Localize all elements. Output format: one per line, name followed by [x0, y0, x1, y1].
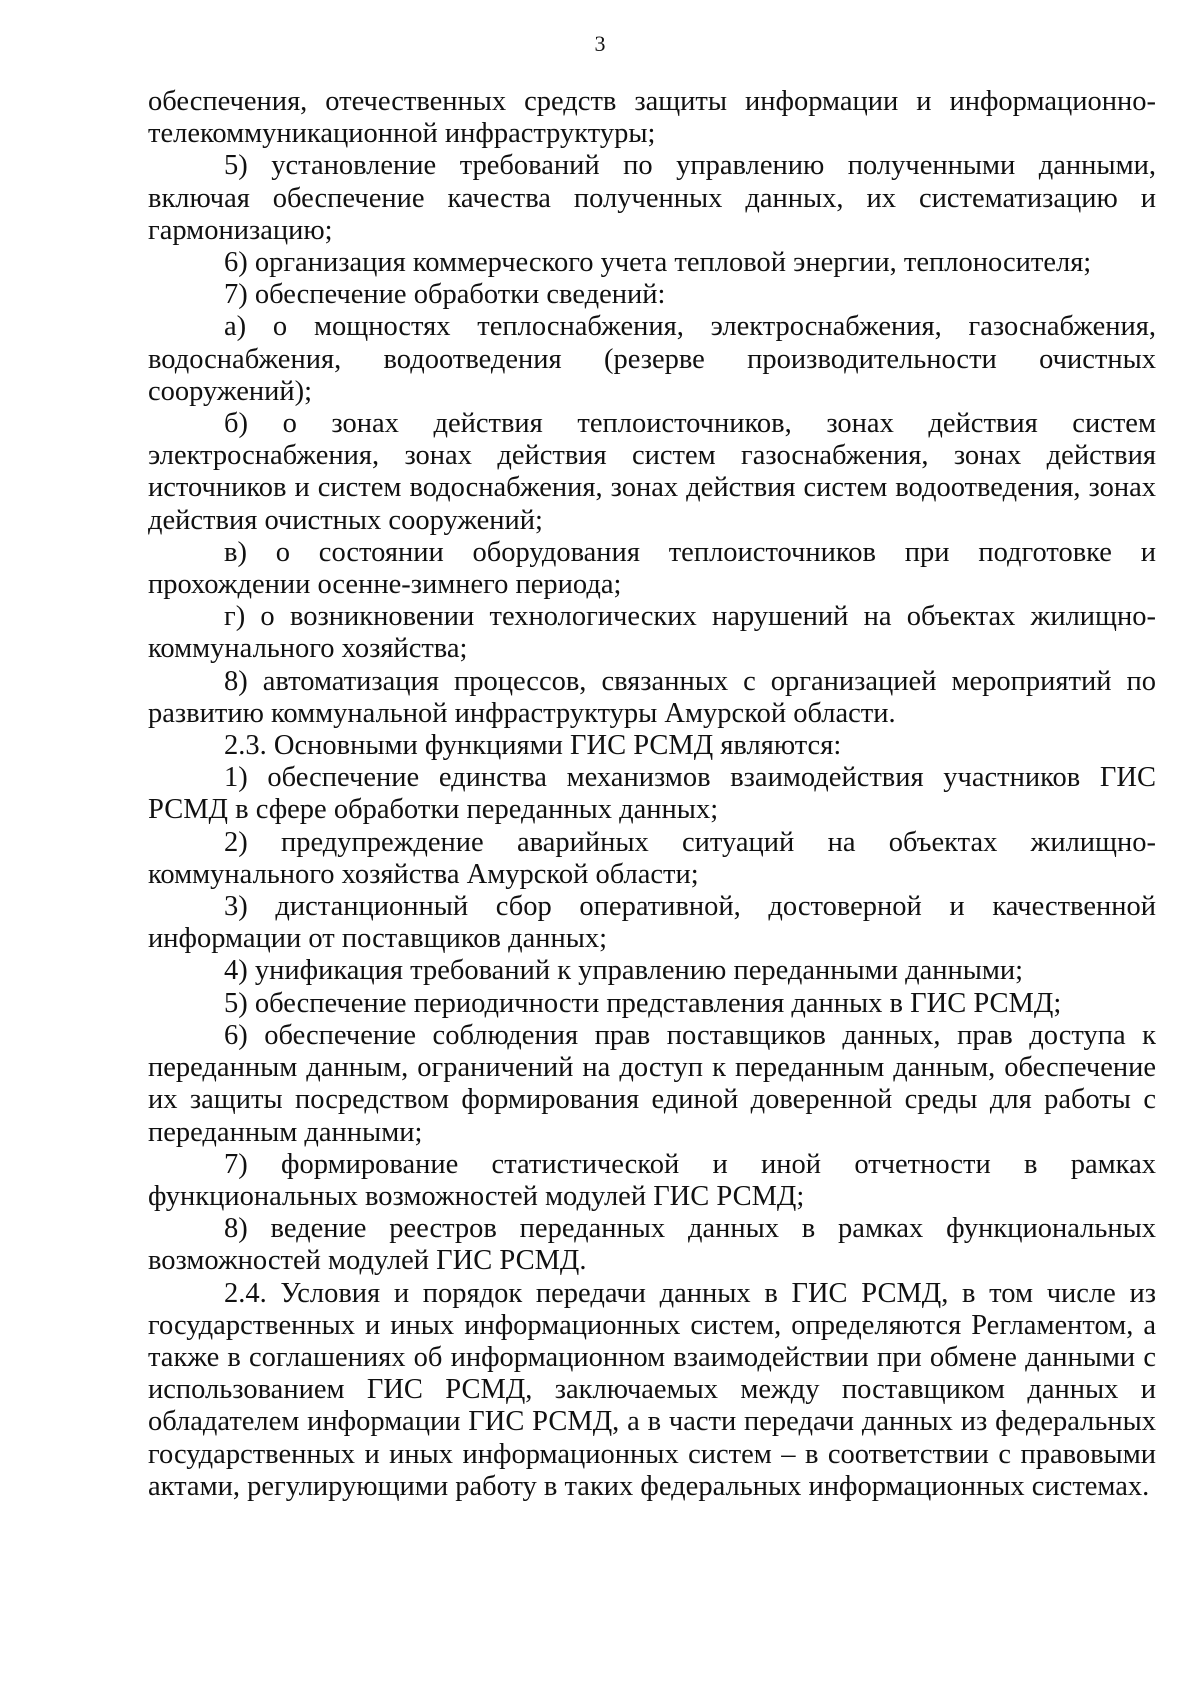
list-item-7-data-processing: 7) обеспечение обработки сведений: [224, 279, 666, 311]
document-body [148, 86, 1156, 1503]
function-item-1: 1) обеспечение единства механизмов взаимодействия участников ГИС РСМД в сфере обработки переданных данных; [148, 762, 1156, 826]
list-item-8-automation: 8) автоматизация процессов, связанных с организацией мероприятий по развитию коммунальной инфраструктуры Амурской области. [148, 665, 1156, 729]
sub-item-b-zones: б) о зонах действия теплоисточников, зонах действия систем электроснабжения, зонах действия систем газоснабжения, зонах действия источников и систем водоснабжения, зонах действия систем водоотведения, зонах действия очистных сооружений; [148, 408, 1156, 536]
list-item-6-heat-metering: 6) организация коммерческого учета тепловой энергии, теплоносителя; [224, 247, 1092, 279]
function-item-6: 6) обеспечение соблюдения прав поставщиков данных, прав доступа к переданным данным, ограничений на доступ к переданным данным, обеспечение их защиты посредством формирования единой доверенной среды для работы с переданным данными; [148, 1019, 1156, 1148]
sub-item-a-capacities: а) о мощностях теплоснабжения, электроснабжения, газоснабжения, водоснабжения, водоотведения (резерве производительности очистных сооружений); [148, 311, 1156, 407]
function-item-5: 5) обеспечение периодичности представления данных в ГИС РСМД; [224, 987, 1062, 1019]
sub-item-g-violations: г) о возникновении технологических нарушений на объектах жилищно-коммунального хозяйства; [148, 601, 1156, 665]
function-item-4: 4) унификация требований к управлению переданными данными; [224, 955, 1024, 987]
function-item-3: 3) дистанционный сбор оперативной, достоверной и качественной информации от поставщиков данных; [148, 891, 1156, 955]
function-item-7: 7) формирование статистической и иной отчетности в рамках функциональных возможностей модулей ГИС РСМД; [148, 1148, 1156, 1212]
section-2-3-heading: 2.3. Основными функциями ГИС РСМД являются: [224, 730, 842, 762]
paragraph-continuation: обеспечения, отечественных средств защиты информации и информационно-телекоммуникационной инфраструктуры; [148, 86, 1156, 150]
page-number: 3 [594, 31, 606, 56]
list-item-5-data-management: 5) установление требований по управлению полученными данными, включая обеспечение качества полученных данных, их систематизацию и гармонизацию; [148, 150, 1156, 246]
function-item-2: 2) предупреждение аварийных ситуаций на объектах жилищно-коммунального хозяйства Амурской области; [148, 826, 1156, 890]
section-2-4-paragraph: 2.4. Условия и порядок передачи данных в ГИС РСМД, в том числе из государственных и иных информационных систем, определяются Регламентом, а также в соглашениях об информационном взаимодействии при обмене данными с использованием ГИС РСМД, заключаемых между поставщиком данных и обладателем информации ГИС РСМД, а в части передачи данных из федеральных государственных и иных информационных систем – в соответствии с правовыми актами, регулирующими работу в таких федеральных информационных системах. [148, 1277, 1156, 1502]
sub-item-v-equipment-state: в) о состоянии оборудования теплоисточников при подготовке и прохождении осенне-зимнего периода; [148, 536, 1156, 601]
function-item-8: 8) ведение реестров переданных данных в рамках функциональных возможностей модулей ГИС РСМД. [148, 1213, 1156, 1277]
